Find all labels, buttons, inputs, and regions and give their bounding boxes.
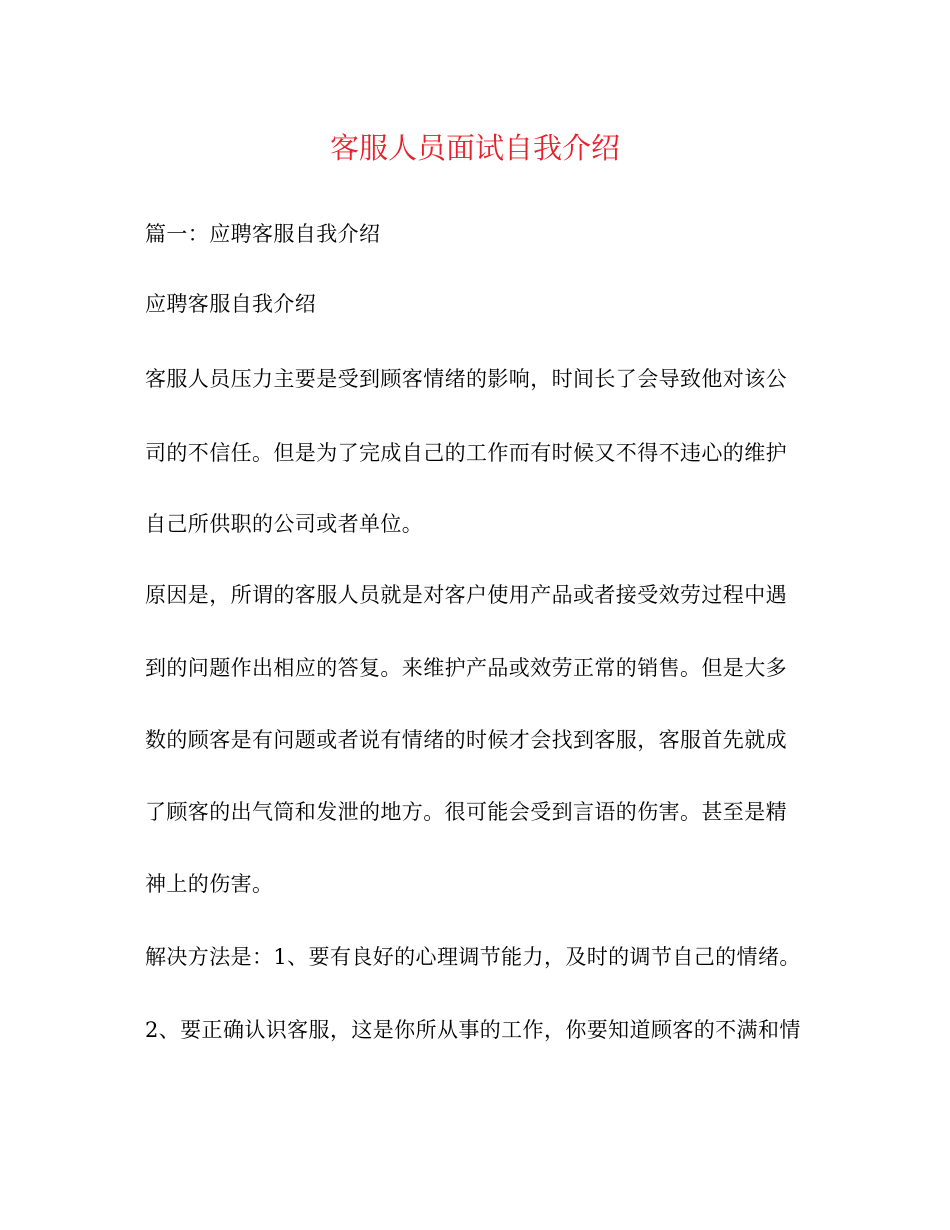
- paragraph-line: 到的问题作出相应的答复。来维护产品或效劳正常的销售。但是大多: [145, 656, 787, 680]
- paragraph-line: 了顾客的出气筒和发泄的地方。很可能会受到言语的伤害。甚至是精: [145, 800, 787, 824]
- paragraph-line: 数的顾客是有问题或者说有情绪的时候才会找到客服，客服首先就成: [145, 728, 787, 752]
- paragraph-line: 2、要正确认识客服，这是你所从事的工作，你要知道顾客的不满和情: [145, 1018, 801, 1042]
- paragraph-line: 神上的伤害。: [145, 872, 274, 896]
- paragraph-line: 客服人员压力主要是受到顾客情绪的影响，时间长了会导致他对该公: [145, 367, 787, 391]
- subheading: 应聘客服自我介绍: [145, 292, 317, 316]
- paragraph-line: 自己所供职的公司或者单位。: [145, 512, 424, 536]
- paragraph-line: 原因是，所谓的客服人员就是对客户使用产品或者接受效劳过程中遇: [145, 583, 787, 607]
- section-heading: 篇一：应聘客服自我介绍: [145, 222, 381, 246]
- paragraph-line: 司的不信任。但是为了完成自己的工作而有时候又不得不违心的维护: [145, 441, 787, 465]
- document-title: 客服人员面试自我介绍: [329, 131, 620, 165]
- paragraph-line: 解决方法是：1、要有良好的心理调节能力，及时的调节自己的情绪。: [145, 945, 801, 969]
